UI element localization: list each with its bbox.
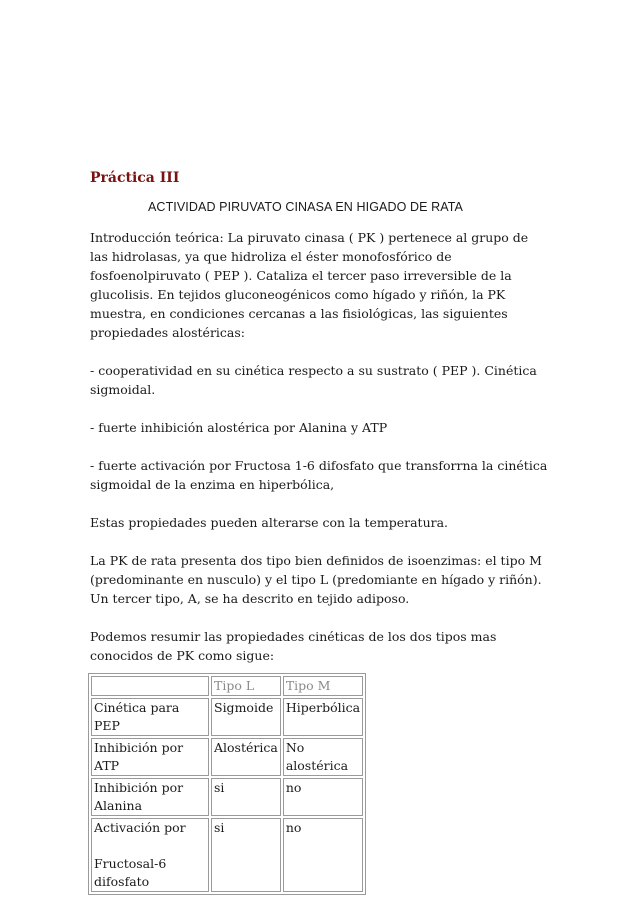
property-activation: - fuerte activación por Fructosa 1-6 difosfato que transforrna la cinética sigmoidal de la enzima en hiperbólica,: [90, 458, 548, 492]
table-row: [91, 738, 363, 776]
table-cell: Inhibición por Alanina: [91, 778, 209, 816]
table-cell: [91, 818, 209, 892]
table-header-cell: [91, 676, 209, 696]
property-inhibition: - fuerte inhibición alostérica por Alanina y ATP: [90, 420, 388, 435]
summary-paragraph: Podemos resumir las propiedades cinéticas de los dos tipos mas conocidos de PK como sigue:: [90, 629, 497, 663]
intro-paragraph: Introducción teórica: La piruvato cinasa ( PK ) pertenece al grupo de las hidrolasas, ya que hidroliza el éster monofosfórico de fosfoenolpiruvato ( PEP ). Cataliza el tercer paso irreversible de la glucolisis. En tejidos gluconeogénicos como hígado y riñón, la PK muestra, en condiciones cercanas a las fisiológicas, las siguientes propiedades alostéricas:: [90, 230, 529, 340]
table-cell: Inhibición por ATP: [91, 738, 209, 776]
activity-heading: ACTIVIDAD PIRUVATO CINASA EN HIGADO DE RATA: [148, 200, 463, 214]
document-page: [90, 170, 550, 895]
table-cell: No alostérica: [283, 738, 363, 776]
table-cell: Alostérica: [211, 738, 281, 776]
table-header-cell: Tipo L: [211, 676, 281, 696]
table-cell-line: Activación por: [94, 820, 186, 835]
table-header-cell: Tipo M: [283, 676, 363, 696]
properties-table: [88, 673, 366, 895]
table-row: [91, 778, 363, 816]
table-cell: no: [283, 818, 363, 892]
isoenzymes-paragraph: La PK de rata presenta dos tipo bien definidos de isoenzimas: el tipo M (predominante en nusculo) y el tipo L (predomiante en hígado y riñón). Un tercer tipo, A, se ha descrito en tejido adiposo.: [90, 553, 542, 606]
practice-title: Práctica III: [90, 170, 180, 186]
table-row: [91, 818, 363, 892]
property-cooperativity: - cooperatividad en su cinética respecto a su sustrato ( PEP ). Cinética sigmoidal.: [90, 363, 537, 397]
table-cell: Hiperbólica: [283, 698, 363, 736]
temperature-note: Estas propiedades pueden alterarse con la temperatura.: [90, 515, 449, 530]
table-cell: Sigmoide: [211, 698, 281, 736]
table-header-row: [91, 676, 363, 696]
table-cell: no: [283, 778, 363, 816]
table-row: [91, 698, 363, 736]
table-cell: si: [211, 818, 281, 892]
table-cell: Cinética para PEP: [91, 698, 209, 736]
table-cell: si: [211, 778, 281, 816]
table-cell-line: Fructosal-6 difosfato: [94, 856, 167, 889]
